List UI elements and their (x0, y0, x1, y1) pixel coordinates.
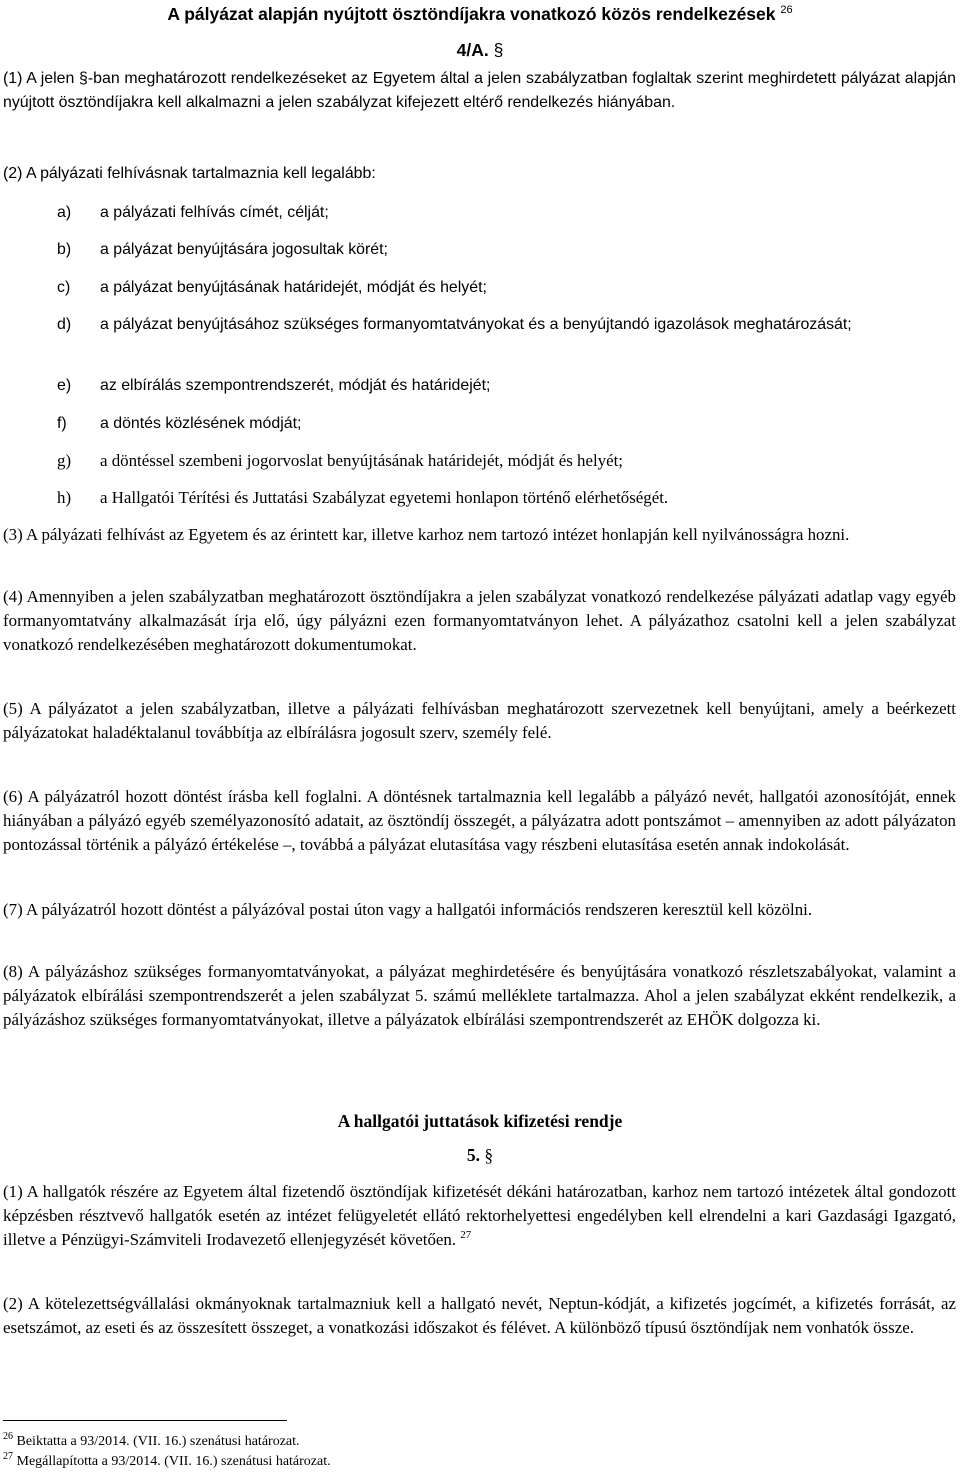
list-item-text: az elbírálás szempontrendszerét, módját és határidejét; (100, 377, 491, 394)
list-item-text: a pályázat benyújtásának határidejét, módját és helyét; (100, 279, 487, 296)
footnote-text: Beiktatta a 93/2014. (VII. 16.) szenátusi határozat. (16, 1434, 300, 1449)
section-number-text: 5. (466, 1145, 480, 1165)
footnote-27 (3, 1451, 331, 1470)
paragraph-5-1-text: (1) A hallgatók részére az Egyetem által fizetendő ösztöndíjak kifizetését dékáni határozatban, karhoz nem tartozó intézetek által gondozott képzésben résztvevő hallgatók esetén az intézet felügyeletét ellátó rektorhelyettesi engedélyben kell elrendelni a kari Gazdasági Igazgató, illetve a Pénzügyi-Számviteli Irodavezető ellenjegyzését követően. (3, 1182, 956, 1249)
footnote-ref-27[interactable]: 27 (460, 1229, 472, 1241)
list-item-text: a pályázat benyújtására jogosultak körét; (100, 241, 388, 258)
list-item-label: h) (57, 488, 72, 507)
chapter-heading (0, 4, 960, 25)
chapter-heading-2: A hallgatói juttatások kifizetési rendje (337, 1111, 623, 1131)
footnote-26 (3, 1431, 300, 1450)
list-item-label: d) (57, 316, 72, 333)
footnote-number: 26 (3, 1431, 13, 1442)
list-item-label: g) (57, 451, 72, 470)
list-item-text: a pályázati felhívás címét, célját; (100, 204, 329, 221)
list-item-label: c) (57, 279, 71, 296)
section-symbol: § (484, 1145, 494, 1165)
section-number-text: 4/A. (456, 40, 489, 60)
chapter-heading-text: A pályázat alapján nyújtott ösztöndíjakra vonatkozó közös rendelkezések (167, 4, 776, 24)
section-symbol: § (493, 40, 504, 60)
paragraph-4a-6: (6) A pályázatról hozott döntést írásba kell foglalni. A döntésnek tartalmaznia kell legalább a pályázó nevét, hallgatói azonosítóját, ennek hiányában a pályázó egyéb személyazonosító adatait, az ösztöndíj összegét, a pályázatra adott pontszámot – amennyiben az adott pályázaton pontozással történik a pályázó értékelése –, továbbá a pályázat elutasítása vagy részbeni elutasítása esetén annak indokolását. (3, 787, 956, 854)
list-item-label: f) (57, 415, 67, 432)
paragraph-4a-5: (5) A pályázatot a jelen szabályzatban, illetve a pályázati felhívásban meghatározott szervezetnek kell benyújtani, amely a beérkezett pályázatokat haladéktalanul továbbítja az elbírálásra jogosult szerv, személy felé. (3, 699, 956, 742)
section-number-5 (0, 1145, 960, 1166)
footnote-ref-26[interactable]: 26 (780, 4, 793, 16)
list-item-text: a döntés közlésének módját; (100, 415, 302, 432)
paragraph-5-2: (2) A kötelezettségvállalási okmányoknak tartalmazniuk kell a hallgató nevét, Neptun-kódját, a kifizetés jogcímét, a kifizetés forrását, az esetszámot, az eseti és az összesített összeget, a vonatkozási időszakot és félévet. A különböző típusú ösztöndíjak nem vonhatók össze. (3, 1294, 956, 1337)
footnote-number: 27 (3, 1451, 13, 1462)
paragraph-4a-1: (1) A jelen §-ban meghatározott rendelkezéseket az Egyetem által a jelen szabályzatban foglaltak szerint meghirdetett pályázat alapján nyújtott ösztöndíjakra kell alkalmazni a jelen szabályzat kifejezett eltérő rendelkezés hiányában. (3, 70, 956, 111)
section-number-4a (0, 40, 960, 61)
paragraph-4a-2-intro: (2) A pályázati felhívásnak tartalmaznia kell legalább: (3, 165, 376, 182)
footnote-text: Megállapította a 93/2014. (VII. 16.) szenátusi határozat. (16, 1454, 331, 1469)
list-item-text: a Hallgatói Térítési és Juttatási Szabályzat egyetemi honlapon történő elérhetőségét. (100, 488, 669, 507)
paragraph-5-1 (3, 1180, 956, 1252)
list-item-text: a pályázat benyújtásához szükséges formanyomtatványokat és a benyújtandó igazolások meghatározását; (100, 316, 852, 333)
list-item-label: e) (57, 377, 72, 394)
list-item-label: b) (57, 241, 72, 258)
list-item-text: a döntéssel szembeni jogorvoslat benyújtásának határidejét, módját és helyét; (100, 451, 623, 470)
footnote-divider (3, 1420, 287, 1421)
paragraph-4a-7: (7) A pályázatról hozott döntést a pályázóval postai úton vagy a hallgatói információs rendszeren keresztül kell közölni. (3, 900, 813, 919)
list-item-label: a) (57, 204, 72, 221)
paragraph-4a-3: (3) A pályázati felhívást az Egyetem és az érintett kar, illetve karhoz nem tartozó intézet honlapján kell nyilvánosságra hozni. (3, 525, 850, 544)
paragraph-4a-8: (8) A pályázáshoz szükséges formanyomtatványokat, a pályázat meghirdetésére és benyújtására vonatkozó részletszabályokat, valamint a pályázatok elbírálási szempontrendszerét a jelen szabályzat 5. számú melléklete tartalmazza. Ahol a jelen szabályzat ekként rendelkezik, a pályázáshoz szükséges formanyomtatványokat, illetve a pályázatok elbírálási szempontrendszerét az EHÖK dolgozza ki. (3, 962, 956, 1029)
paragraph-4a-4: (4) Amennyiben a jelen szabályzatban meghatározott ösztöndíjakra a jelen szabályzat vonatkozó rendelkezése pályázati adatlap vagy egyéb formanyomtatvány alkalmazását írja elő, úgy pályázni ezen formanyomtatványon lehet. A pályázathoz csatolni kell a jelen szabályzat vonatkozó rendelkezésében meghatározott dokumentumokat. (3, 587, 956, 654)
